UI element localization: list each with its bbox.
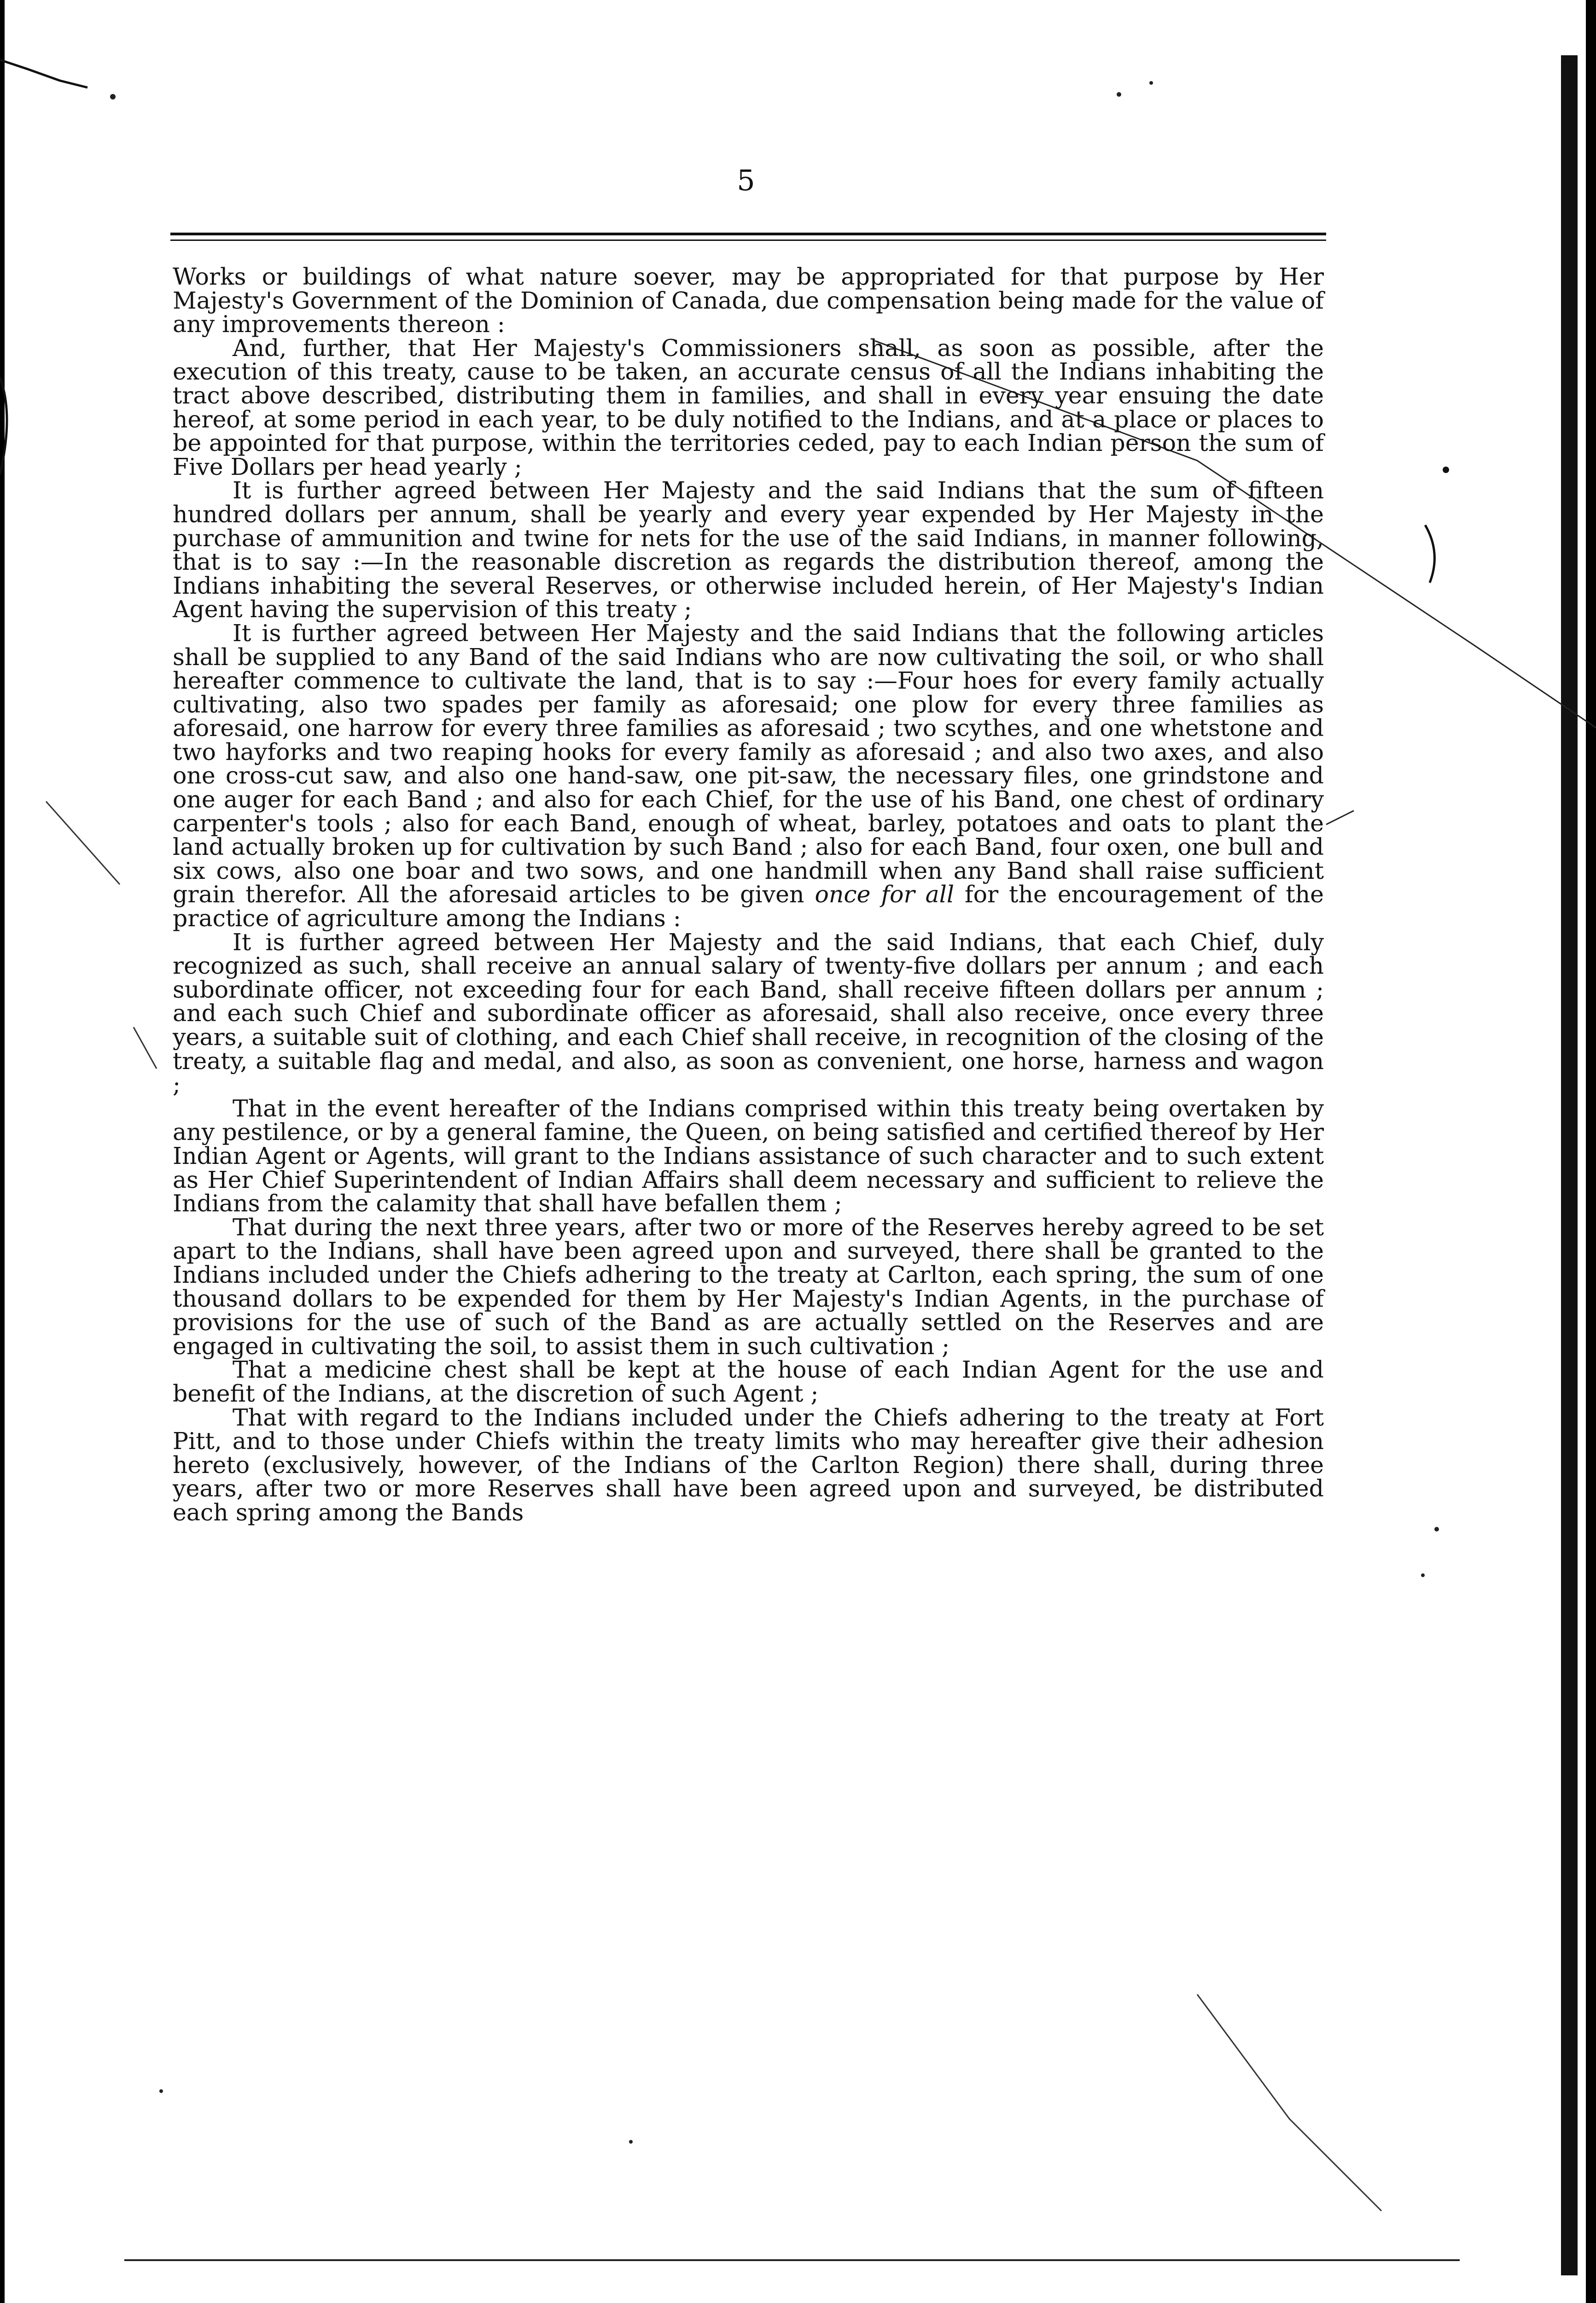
paragraph-text: And, further, that Her Majesty's Commissioners shall, as soon as possible, after the execution of this treaty, cause to be taken, an accurate census of all the Indians inhabiting the tract above described, distributing them in families, and shall in every year ensuing the date hereof, at some period in each year, to be duly notified to the Indians, and at a place or places to be appointed for that purpose, within the territories ceded, pay to each Indian person the sum of Five Dollars per head yearly ; (173, 334, 1324, 480)
paragraph-text: It is further agreed between Her Majesty and the said Indians, that each Chief, duly recognized as such, shall receive an annual salary of twenty-five dollars per annum ; and each subordinate officer, not exceeding four for each Band, shall receive fifteen dollars per annum ; and each such Chief and subordinate officer as aforesaid, shall also receive, once every three years, a suitable suit of clothing, and each Chief shall receive, in recognition of the closing of the treaty, a suitable flag and medal, and also, as soon as convenient, one horse, harness and wagon ; (173, 928, 1324, 1099)
paragraph (173, 621, 1324, 930)
paragraph (173, 1403, 1324, 1526)
paragraph-text: That during the next three years, after two or more of the Reserves hereby agreed to be set apart to the Indians, shall have been agreed upon and surveyed, there shall be granted to the Indians included under the Chiefs adhering to the treaty at Carlton, each spring, the sum of one thousand dollars to be expended for them by Her Majesty's Indian Agents, in the purchase of provisions for the use of such of the Band as are actually settled on the Reserves and are engaged in cultivating the soil, to assist them in such cultivation ; (173, 1213, 1324, 1360)
paragraph-text: Works or buildings of what nature soever, may be appropriated for that purpose by Her Majesty's Government of the Dominion of Canada, due compensation being made for the value of any improvements thereon : (173, 263, 1324, 338)
paragraph-text: That in the event hereafter of the Indians comprised within this treaty being overtaken by any pestilence, or by a general famine, the Queen, on being satisfied and certified thereof by Her Indian Agent or Agents, will grant to the Indians assistance of such character and to such extent as Her Chief Superintendent of Indian Affairs shall deem necessary and sufficient to relieve the Indians from the calamity that shall have befallen them ; (173, 1094, 1324, 1217)
paragraph-text: It is further agreed between Her Majesty and the said Indians that the following articles shall be supplied to any Band of the said Indians who are now cultivating the soil, or who shall hereafter commence to cultivate the land, that is to say :—Four hoes for every family actually cultivating, also two spades per family as aforesaid; one plow for every three families as aforesaid, one harrow for every three families as aforesaid ; two scythes, and one whetstone and two hayforks and two reaping hooks for every family as aforesaid ; and also two axes, and also one cross-cut saw, and also one hand-saw, one pit-saw, the necessary files, one grindstone and one auger for each Band ; and also for each Chief, for the use of his Band, one chest of ordinary carpenter's tools ; also for each Band, enough of wheat, barley, potatoes and oats to plant the land actually broken up for cultivation by such Band ; also for each Band, four oxen, one bull and six cows, also one boar and two sows, and one handmill when any Band shall raise sufficient grain therefor. All the aforesaid articles to be given (173, 619, 1324, 908)
header-rule-thick (170, 233, 1326, 235)
paragraph (173, 1213, 1324, 1360)
paragraph (173, 336, 1324, 479)
paragraph (173, 1094, 1324, 1217)
paragraph-text: for the encouragement of the practice of agriculture among the Indians : (173, 881, 1324, 932)
paragraph-text: That with regard to the Indians included under the Chiefs adhering to the treaty at Fort Pitt, and to those under Chiefs within the treaty limits who may hereafter give their adhesion hereto (exclusively, however, of the Indians of the Carlton Region) there shall, during three years, after two or more Reserves shall have been agreed upon and surveyed, be distributed each spring among the Bands (173, 1403, 1324, 1526)
treaty-text-body (173, 265, 1324, 1524)
header-rule-thin (170, 240, 1326, 241)
paragraph (173, 265, 1324, 336)
bottom-scan-line (124, 2259, 1460, 2261)
paragraph (173, 1358, 1324, 1405)
paragraph (173, 930, 1324, 1097)
paragraph (173, 479, 1324, 621)
paragraph-text: That a medicine chest shall be kept at the house of each Indian Agent for the use and benefit of the Indians, at the discretion of such Agent ; (173, 1356, 1324, 1407)
italic-phrase: once for all (815, 881, 955, 908)
paragraph-text: It is further agreed between Her Majesty and the said Indians that the sum of fifteen hundred dollars per annum, shall be yearly and every year expended by Her Majesty in the purchase of ammunition and twine for nets for the use of the said Indians, in manner following, that is to say :—In the reasonable discretion as regards the distribution thereof, among the Indians inhabiting the several Reserves, or otherwise included herein, of Her Majesty's Indian Agent having the supervision of this treaty ; (173, 477, 1324, 623)
page-number: 5 (737, 164, 755, 197)
